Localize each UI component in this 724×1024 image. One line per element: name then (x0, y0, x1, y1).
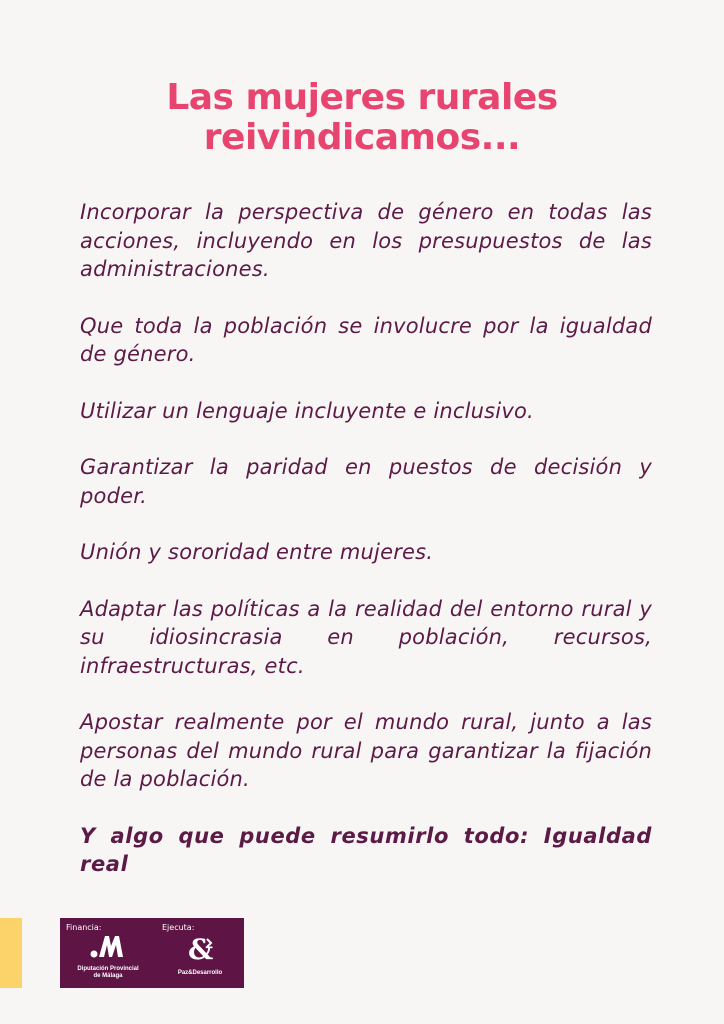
ejecuta-label: Ejecuta: (162, 923, 195, 932)
ejecuta-block (160, 918, 240, 988)
demand-paragraph: Apostar realmente por el mundo rural, junto a las personas del mundo rural para garantizar la fijación de la población. (80, 710, 652, 791)
ejecuta-org: Paz&Desarrollo (177, 970, 223, 976)
demand-paragraph: Garantizar la paridad en puestos de decisión y poder. (80, 455, 652, 508)
conclusion-paragraph: Y algo que puede resumirlo todo: Igualdad real (80, 823, 652, 876)
accent-bar (0, 918, 22, 988)
title-line-1: Las mujeres rurales (166, 77, 558, 118)
financia-org-line-2: de Málaga (93, 973, 123, 979)
sponsor-logos (60, 918, 244, 988)
demand-paragraph: Que toda la población se involucre por la igualdad de género. (80, 313, 652, 366)
title-line-2: reivindicamos... (203, 117, 521, 158)
financia-label: Financia: (66, 923, 102, 932)
demand-paragraph: Adaptar las políticas a la realidad del entorno rural y su idiosincrasia en población, recursos, infraestructuras, etc. (80, 596, 652, 678)
financia-block (64, 918, 152, 988)
diputacion-logo-icon (90, 934, 124, 958)
demand-paragraph: Utilizar un lenguaje incluyente e inclusivo. (80, 398, 534, 423)
svg-text:&: & (188, 934, 214, 962)
demands-list (80, 198, 652, 907)
demand-paragraph: Incorporar la perspectiva de género en todas las acciones, incluyendo en los presupuestos de las administraciones. (80, 200, 652, 281)
page-title (0, 78, 724, 158)
demand-paragraph: Unión y sororidad entre mujeres. (80, 540, 434, 564)
financia-org-line-1: Diputación Provincial (77, 966, 139, 972)
ampersand-logo-icon (186, 934, 216, 962)
